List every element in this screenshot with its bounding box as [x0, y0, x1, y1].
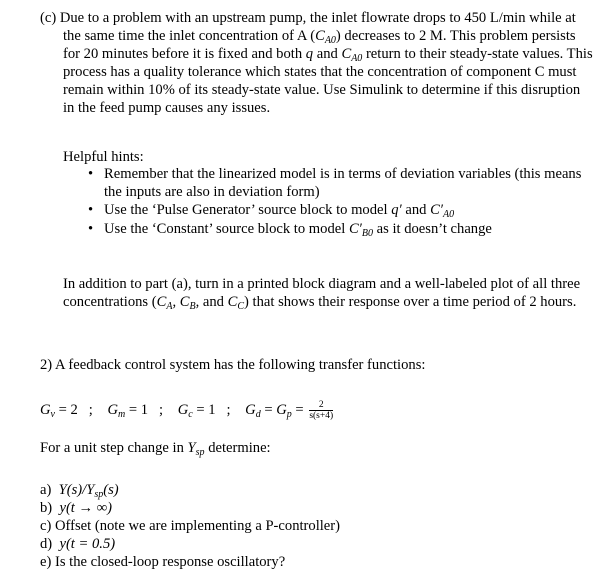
hint-item-3: Use the ‘Constant’ source block to model $C'_{B0}$ as it doesn’t change: [104, 221, 492, 239]
bullet-icon: •: [88, 166, 94, 182]
addition-line-2: concentrations ($C_A$, $C_B$, and $C_C$) that shows their response over a time period of 2 hours.: [63, 294, 577, 312]
bullet-icon: •: [88, 202, 94, 218]
item-a: a) $Y(s)/Y_{sp}(s)$: [40, 482, 119, 500]
addition-line-1: In addition to part (a), turn in a printed block diagram and a well-labeled plot of all three: [63, 276, 581, 292]
transfer-fraction: $\frac{2}{s(s+4)}$: [309, 400, 334, 421]
part-c-line-5: remain within 10% of its steady-state value. Use Simulink to determine if this disruption: [63, 82, 581, 98]
part-c-line-2: the same time the inlet concentration of A $(C_{A0})$ decreases to 2 M. This problem persists: [63, 28, 576, 46]
part-c-line-3: for 20 minutes before it is fixed and both q and $C_{A0}$ return to their steady-state values. This: [63, 46, 593, 64]
problem-2-intro: 2) A feedback control system has the following transfer functions:: [40, 357, 426, 373]
item-b: b) y(t → ∞): [40, 500, 113, 516]
step-change-line: For a unit step change in $Y_{sp}$ determine:: [40, 440, 271, 458]
item-e: e) Is the closed-loop response oscillatory?: [40, 554, 286, 570]
hint-item-2: Use the ‘Pulse Generator’ source block to model q′ and $C'_{A0}$: [104, 202, 455, 220]
ca0-symbol: $C_{A0}$: [315, 28, 336, 46]
hints-title: Helpful hints:: [63, 149, 144, 165]
part-c-line-4: process has a quality tolerance which states that the concentration of component C must: [63, 64, 577, 80]
hint-item-1: Remember that the linearized model is in terms of deviation variables (this means: [104, 166, 582, 182]
item-c: c) Offset (note we are implementing a P-controller): [40, 518, 341, 534]
part-c-line-6: in the feed pump causes any issues.: [63, 100, 271, 116]
transfer-functions: $G_v = 2$ ; $G_m = 1$ ; $G_c = 1$ ; $G_d = G_p$ = $\frac{2}{s(s+4)}$: [40, 400, 334, 421]
item-d: d) y(t = 0.5): [40, 536, 116, 552]
bullet-icon: •: [88, 221, 94, 237]
hint-item-1-cont: the inputs are also in deviation form): [104, 184, 320, 200]
part-c-line-1: (c) Due to a problem with an upstream pump, the inlet flowrate drops to 450 L/min while at: [40, 10, 576, 26]
